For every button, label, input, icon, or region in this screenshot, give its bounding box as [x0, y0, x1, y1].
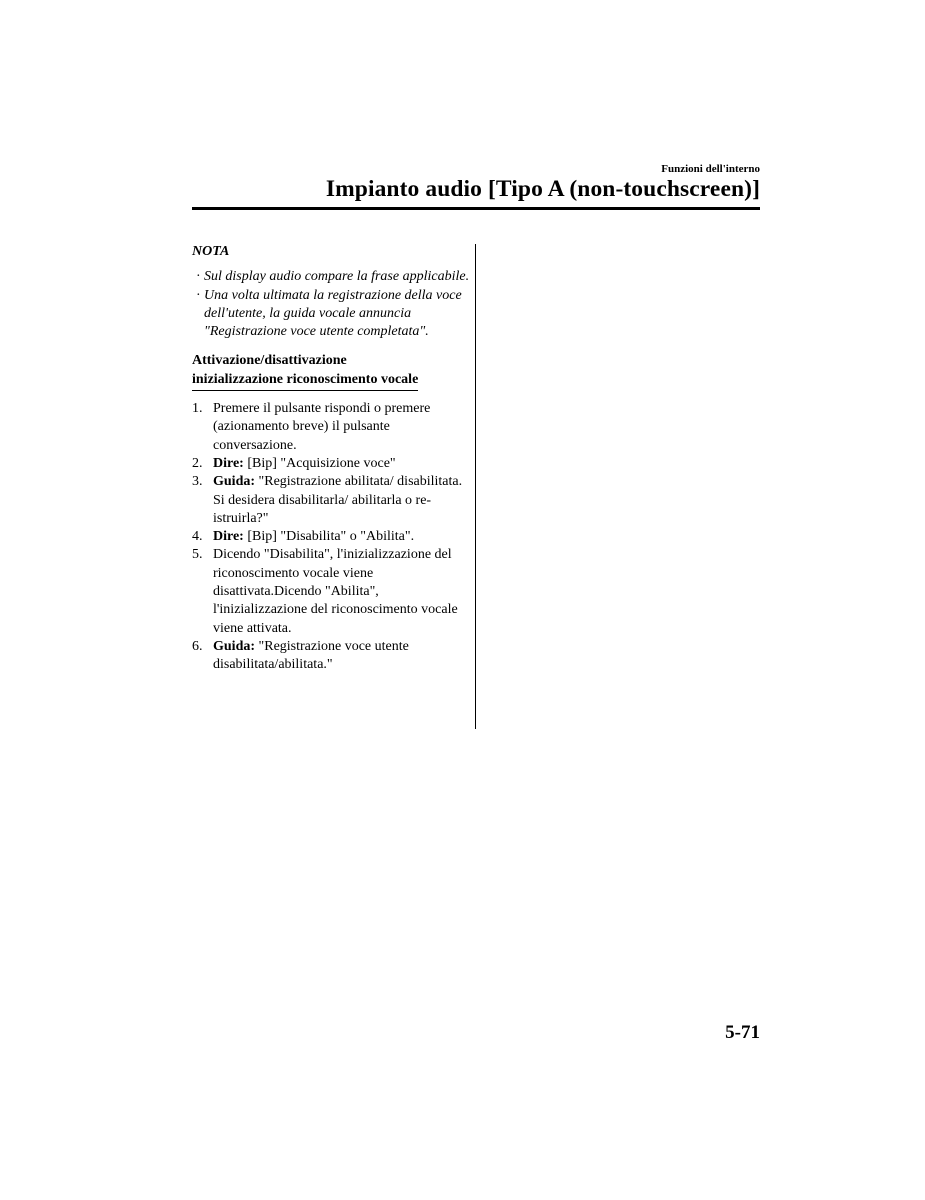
page-number: 5-71: [725, 1022, 760, 1043]
page-title: Impianto audio [Tipo A (non-touchscreen)]: [325, 176, 760, 202]
note-item: [192, 287, 470, 342]
step-text: Premere il pulsante rispondi o premere (azionamento breve) il pulsante conversazione.: [213, 401, 431, 453]
step-label: Dire:: [213, 455, 244, 471]
bullet-icon: ·: [196, 269, 201, 285]
step-text: "Registrazione abilitata/ disabilitata. Si desidera disabilitarla/ abilitarla o re-istruirla?": [213, 474, 463, 526]
step-number: 4.: [192, 529, 203, 545]
step-number: 1.: [192, 401, 203, 417]
note-item: [192, 268, 470, 286]
step-label: Guida:: [213, 474, 256, 490]
step-label: Guida:: [213, 638, 256, 654]
section-label: Funzioni dell'interno: [661, 163, 760, 175]
step-text: "Registrazione voce utente disabilitata/abilitata.": [213, 638, 409, 673]
step-text: [Bip] "Disabilita" o "Abilita".: [243, 529, 415, 545]
list-item: [192, 546, 470, 637]
column-divider: [475, 244, 476, 729]
section-heading-line: inizializzazione riconoscimento vocale: [192, 371, 419, 387]
list-item: [192, 455, 470, 473]
section-heading: [192, 352, 418, 391]
list-item: [192, 528, 470, 546]
note-item-text: Sul display audio compare la frase applicabile.: [204, 269, 470, 285]
list-item: [192, 638, 470, 675]
list-item: [192, 473, 470, 528]
left-column: [192, 243, 470, 675]
step-text: [Bip] "Acquisizione voce": [243, 455, 396, 471]
step-number: 2.: [192, 455, 203, 471]
note-item-text: Una volta ultimata la registrazione della voce dell'utente, la guida vocale annuncia "Registrazione voce utente completata".: [204, 287, 462, 340]
step-text: Dicendo "Disabilita", l'inizializzazione del riconoscimento vocale viene disattivata.: [213, 547, 452, 600]
step-continuation: Dicendo "Abilita", l'inizializzazione del riconoscimento vocale viene attivata.: [213, 584, 458, 636]
note-list: [192, 268, 470, 341]
section-heading-line: Attivazione/disattivazione: [192, 353, 347, 369]
step-number: 5.: [192, 547, 203, 563]
bullet-icon: ·: [196, 287, 201, 303]
step-number: 6.: [192, 638, 203, 654]
title-rule: [192, 207, 760, 210]
note-heading: NOTA: [192, 244, 230, 259]
step-number: 3.: [192, 474, 203, 490]
step-label: Dire:: [213, 529, 244, 545]
steps-list: [192, 400, 470, 674]
list-item: [192, 400, 470, 455]
